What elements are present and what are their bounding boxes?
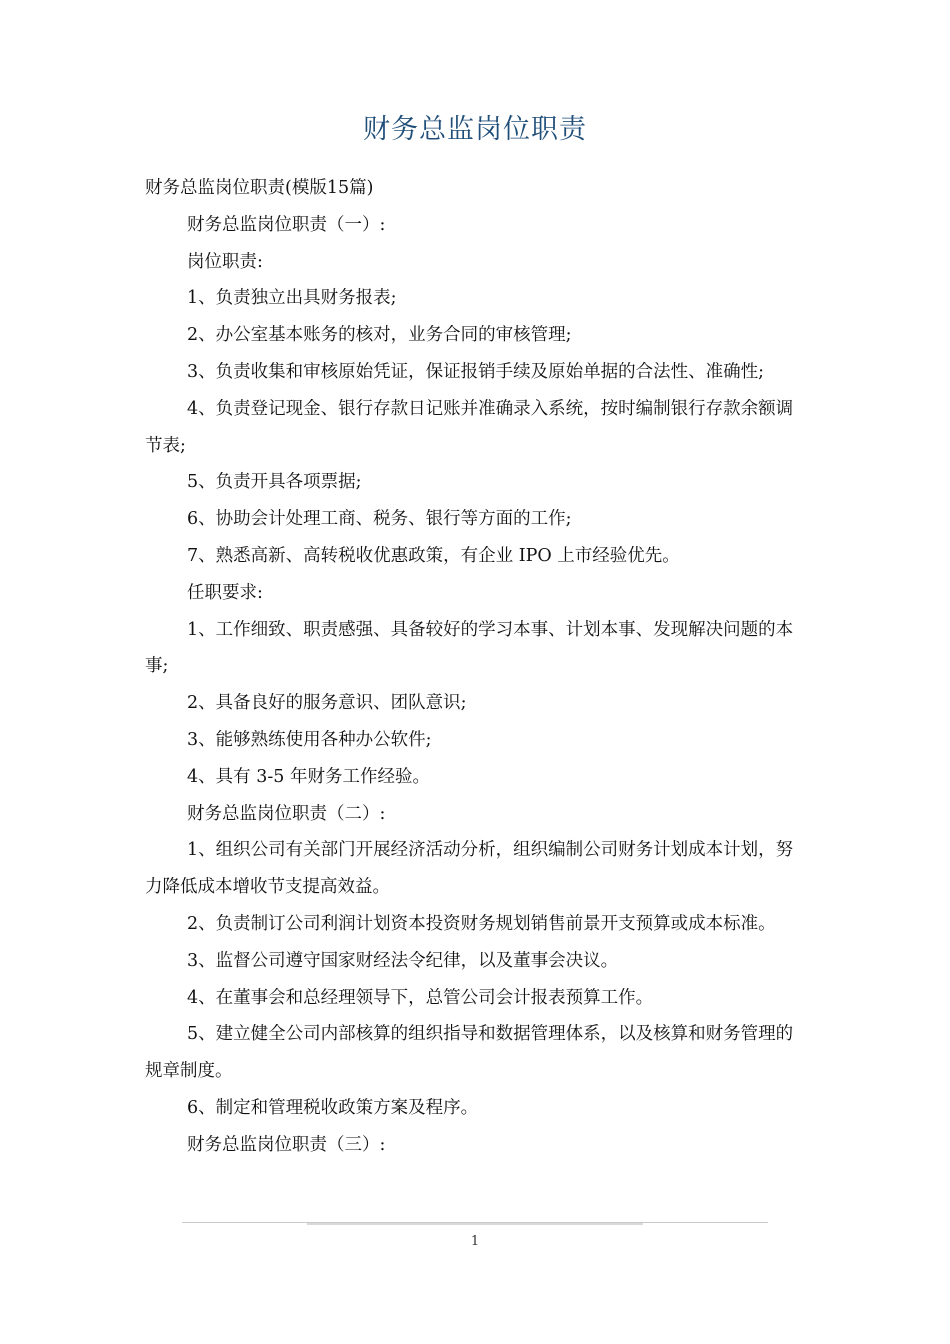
document-body bbox=[145, 170, 810, 1164]
list-item: 6、制定和管理税收政策方案及程序。 bbox=[187, 1097, 479, 1118]
list-item: 4、负责登记现金、银行存款日记账并准确录入系统，按时编制银行存款余额调节表; bbox=[145, 398, 794, 456]
footer-divider bbox=[182, 1222, 768, 1226]
list-item: 7、熟悉高新、高转税收优惠政策，有企业 IPO 上市经验优先。 bbox=[187, 545, 680, 566]
list-item: 5、建立健全公司内部核算的组织指导和数据管理体系，以及核算和财务管理的规章制度。 bbox=[145, 1024, 794, 1082]
list-item: 6、协助会计处理工商、税务、银行等方面的工作; bbox=[187, 509, 572, 530]
subheading-requirements: 任职要求: bbox=[187, 582, 263, 603]
list-item: 3、负责收集和审核原始凭证，保证报销手续及原始单据的合法性、准确性; bbox=[187, 361, 765, 382]
footer-divider-accent bbox=[307, 1223, 643, 1225]
list-item: 2、办公室基本账务的核对，业务合同的审核管理; bbox=[187, 325, 572, 346]
page-title: 财务总监岗位职责 bbox=[363, 114, 587, 145]
list-item: 5、负责开具各项票据; bbox=[187, 472, 362, 493]
list-item: 4、具有 3-5 年财务工作经验。 bbox=[187, 766, 430, 787]
list-item: 4、在董事会和总经理领导下，总管公司会计报表预算工作。 bbox=[187, 987, 654, 1008]
list-item: 1、负责独立出具财务报表; bbox=[187, 288, 397, 309]
list-item: 1、工作细致、职责感强、具备较好的学习本事、计划本事、发现解决问题的本事; bbox=[145, 619, 794, 677]
page-number: 1 bbox=[470, 1234, 480, 1249]
section-heading-1: 财务总监岗位职责（一）: bbox=[187, 214, 386, 235]
list-item: 2、具备良好的服务意识、团队意识; bbox=[187, 693, 467, 714]
section-heading-2: 财务总监岗位职责（二）: bbox=[187, 803, 386, 824]
paragraph-subtitle: 财务总监岗位职责(模版15篇) bbox=[145, 178, 374, 198]
list-item: 2、负责制订公司利润计划资本投资财务规划销售前景开支预算或成本标准。 bbox=[187, 913, 776, 934]
list-item: 3、能够熟练使用各种办公软件; bbox=[187, 729, 432, 750]
subheading-duties: 岗位职责: bbox=[187, 251, 263, 272]
section-heading-3: 财务总监岗位职责（三）: bbox=[187, 1134, 386, 1155]
list-item: 1、组织公司有关部门开展经济活动分析，组织编制公司财务计划成本计划，努力降低成本增收节支提高效益。 bbox=[145, 840, 794, 898]
list-item: 3、监督公司遵守国家财经法令纪律，以及董事会决议。 bbox=[187, 950, 619, 971]
